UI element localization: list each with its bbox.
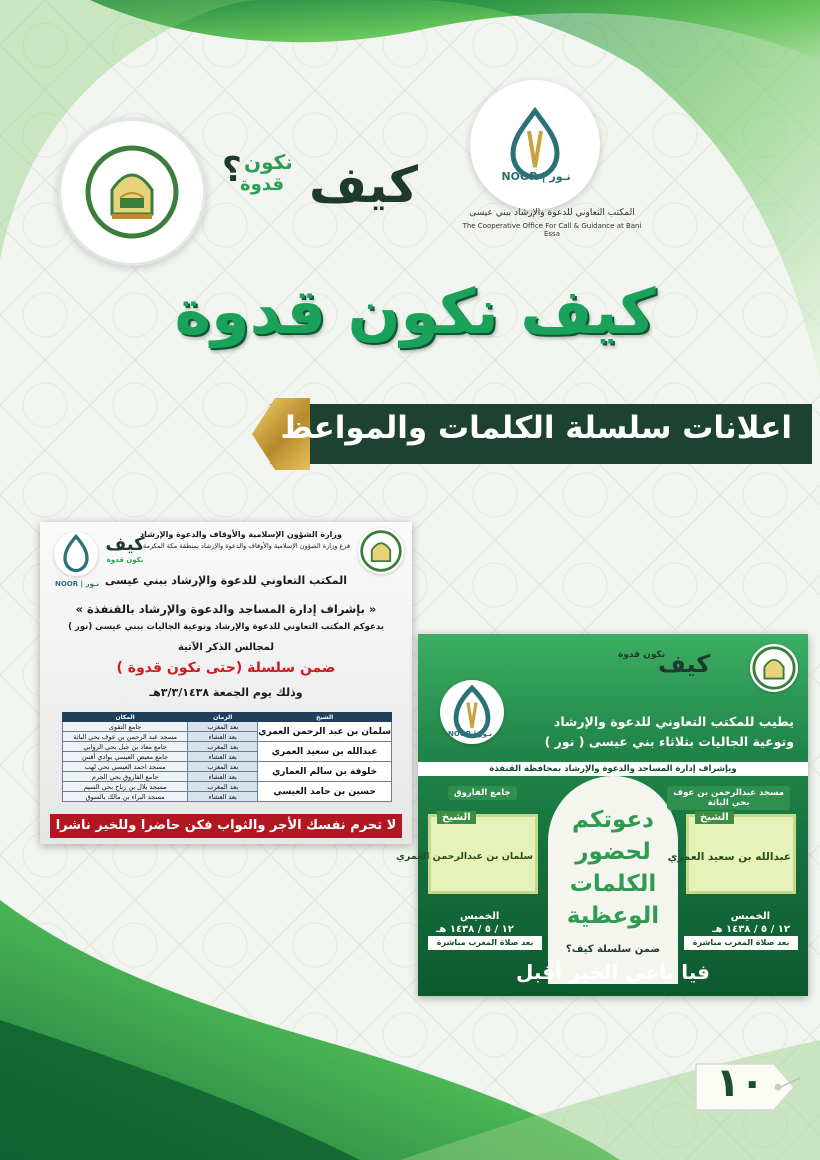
sheikh-name: حسين بن حامد العيسي <box>258 782 392 802</box>
mosque-emblem-icon <box>82 142 182 242</box>
kayf-logo-word-qudwa: قدوة <box>240 174 284 195</box>
table-row <box>63 782 392 792</box>
kayf-logo-question-mark: ؟ <box>222 150 242 190</box>
right-sheikh-name: عبدالله بن سعيد العمري <box>667 851 791 863</box>
center-line-1: دعوتكم <box>572 807 654 833</box>
poster1-date: وذلك يوم الجمعة ٣/٣/١٤٣٨هـ <box>149 686 303 699</box>
poster2-noor-label: NOOR | نـور <box>448 730 493 738</box>
poster1-ministry-line2: فرع وزارة الشؤون الإسلامية والأوقاف والدعوة والإرشاد بمنطقة مكة المكرمة <box>142 542 350 550</box>
poster2-ministry-logo <box>750 644 798 692</box>
place-cell: مسجد بلال بن رباح بحي السيم <box>63 782 188 792</box>
right-after-prayer: بعد صلاة المغرب مباشرة <box>684 936 798 950</box>
mosque-emblem-icon <box>358 528 404 574</box>
table-row <box>63 742 392 752</box>
table-row <box>63 722 392 732</box>
left-day: الخميس <box>460 911 500 922</box>
poster-invitation <box>396 634 808 996</box>
kayf-logo-word-nakoon: نكون <box>244 150 293 174</box>
poster2-supervision: وبإشراف إدارة المساجد والدعوة والإرشاد بمحافظة القنفذة <box>418 762 808 776</box>
sheikh-name: عبدالله بن سعيد العمري <box>258 742 392 762</box>
place-cell: جامع معاذ بن جبل بحي الروابي <box>63 742 188 752</box>
center-sub: ضمن سلسلة كيف؟ <box>565 944 661 955</box>
page-title: كيف نكون قدوة <box>174 275 656 348</box>
poster1-kayf-sub: نكون قدوة <box>106 556 144 564</box>
right-plate-tag: الشيخ <box>695 811 734 824</box>
center-line-4: الوعظية <box>566 903 660 929</box>
place-cell: مسجد عبد الرحمن بن عوف بحي الباثة <box>63 732 188 742</box>
page-number: ١٠ <box>715 1060 765 1106</box>
section-banner <box>252 398 812 470</box>
office-name-arabic: المكتب التعاوني للدعوة والإرشاد ببني عيسى <box>469 208 635 218</box>
poster2-center-arch <box>548 776 678 984</box>
right-mosque-line1: مسجد عبدالرحمن بن عوف <box>673 788 784 798</box>
poster2-kayf: كيف <box>658 650 711 678</box>
poster1-noor-label: NOOR | نـور <box>54 580 100 588</box>
time-cell: بعد المغرب <box>188 762 258 772</box>
left-after-prayer: بعد صلاة المغرب مباشرة <box>428 936 542 950</box>
poster2-bottom-slogan: فيا باغي الخير أقبل <box>516 960 710 984</box>
place-cell: جامع الفاروق بحي الجرم <box>63 772 188 782</box>
poster-schedule <box>40 522 412 844</box>
time-cell: بعد العشاء <box>188 752 258 762</box>
place-cell: مسجد البراء بن مالك بالسوق <box>63 792 188 802</box>
table-header-row <box>63 713 392 722</box>
poster1-series: ضمن سلسلة (حتى نكون قدوة ) <box>116 660 336 676</box>
header-time: الزمان <box>188 713 258 722</box>
left-date: ١٢ / ٥ / ١٤٣٨ هـ <box>436 924 514 935</box>
banner-title: اعلانات سلسلة الكلمات والمواعظ <box>280 410 792 446</box>
left-plate-tag: الشيخ <box>437 811 476 824</box>
time-cell: بعد العشاء <box>188 732 258 742</box>
poster2-line2: وتوعية الجاليات بثلاثاء بني عيسى ( نور ) <box>544 734 794 749</box>
poster1-ministry-line1: وزارة الشؤون الإسلامية والأوقاف والدعوة والإرشاد <box>140 530 342 539</box>
place-cell: مسجد احمد العيسي بحي لهب <box>63 762 188 772</box>
right-day: الخميس <box>730 911 770 922</box>
noor-label: NOOR | نـور <box>501 170 571 183</box>
ministry-logo <box>58 118 206 266</box>
poster1-kayf: كيف <box>105 534 145 555</box>
poster1-ministry-logo <box>358 528 404 574</box>
poster1-office: المكتب التعاوني للدعوة والإرشاد ببني عيسى <box>105 574 347 587</box>
poster1-majalis: لمجالس الذكر الآتية <box>177 642 275 653</box>
time-cell: بعد المغرب <box>188 742 258 752</box>
header-sheikh: الشيخ <box>258 713 392 722</box>
table-row <box>63 762 392 772</box>
right-name-plate <box>667 812 796 894</box>
poster2-kayf-sub: نكون قدوة <box>618 650 666 660</box>
place-cell: جامع معيض العيسي بوادي أقس <box>63 752 188 762</box>
poster1-supervision: « بإشراف إدارة المساجد والدعوة والإرشاد بالقنفذة » <box>75 602 377 616</box>
kayf-logo-main-word: كيف <box>308 156 418 214</box>
sheikh-name: سلمان بن عبد الرحمن العمري <box>258 722 392 742</box>
time-cell: بعد المغرب <box>188 782 258 792</box>
poster1-invite: يدعوكم المكتب التعاوني للدعوة والإرشاد وتوعية الجاليات ببني عيسى (نور ) <box>68 622 384 632</box>
poster1-footer: لا تحرم نفسك الأجر والثواب فكن حاضرا وللخير ناشرا <box>50 814 402 838</box>
center-line-2: لحضور <box>575 839 651 865</box>
noor-logo <box>470 80 600 210</box>
poster1-schedule-table <box>62 712 392 802</box>
time-cell: بعد العشاء <box>188 772 258 782</box>
poster2-line1: يطيب للمكتب التعاوني للدعوة والإرشاد <box>553 714 794 729</box>
time-cell: بعد العشاء <box>188 792 258 802</box>
noor-drop-icon <box>54 532 98 576</box>
header-place: المكان <box>63 713 188 722</box>
left-name-plate <box>396 812 538 894</box>
right-mosque-label <box>667 786 790 810</box>
left-sheikh-name: سلمان بن عبدالرحمن العمري <box>396 851 533 862</box>
right-mosque-line2: بحي الباثة <box>707 798 750 808</box>
time-cell: بعد المغرب <box>188 722 258 732</box>
poster1-noor-logo <box>54 532 98 576</box>
sheikh-name: خلوفة بن سالم العماري <box>258 762 392 782</box>
office-name-english: The Cooperative Office For Call & Guidance at Bani Essa <box>462 222 642 238</box>
mosque-emblem-icon <box>750 644 798 692</box>
left-mosque-label: جامع الفاروق <box>448 786 517 800</box>
center-line-3: الكلمات <box>569 871 657 897</box>
place-cell: جامع التقوى <box>63 722 188 732</box>
right-date: ١٢ / ٥ / ١٤٣٨ هـ <box>712 924 790 935</box>
